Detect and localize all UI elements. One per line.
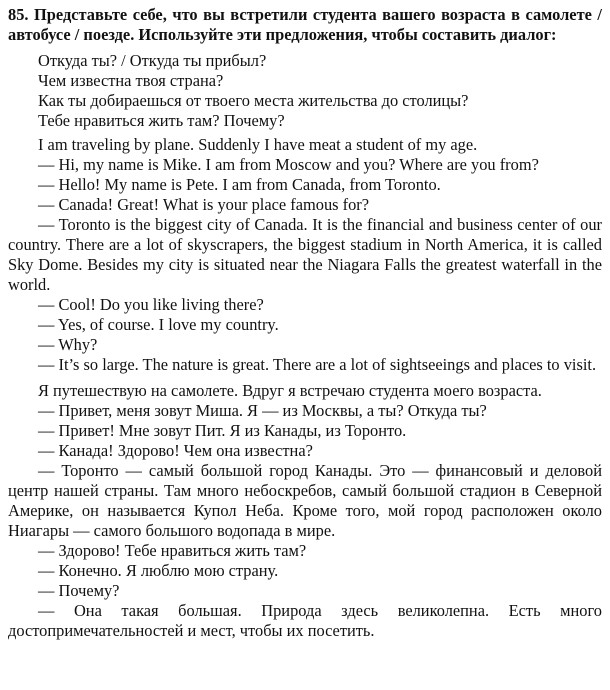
english-line: — Toronto is the biggest city of Canada. It is the financial and business center of our country. There are a lot of skyscrapers, the biggest stadium in North America, it is called Sky Dome. Besides my city is situated near the Niagara Falls the greatest waterfall in the world. <box>8 215 602 294</box>
russian-line: — Торонто — самый большой город Канады. Это — финансовый и деловой центр нашей страны. Там много небоскребов, самый большой стадион в Северной Америке, он называется Купол Неба. Кроме того, мой город расположен около Ниагары — самого большого водопада в мире. <box>8 461 602 540</box>
prompt-line: Чем известна твоя страна? <box>38 71 224 90</box>
prompt-line: Откуда ты? / Откуда ты прибыл? <box>38 51 267 70</box>
prompt-line: Тебе нравиться жить там? Почему? <box>38 111 285 130</box>
russian-line: — Привет, меня зовут Миша. Я — из Москвы, а ты? Откуда ты? <box>38 401 487 420</box>
russian-line: — Привет! Мне зовут Пит. Я из Канады, из Торонто. <box>38 421 407 440</box>
english-line: — Cool! Do you like living there? <box>38 295 264 314</box>
prompt-line: Как ты добираешься от твоего места жительства до столицы? <box>38 91 469 110</box>
task-text: Представьте себе, что вы встретили студента вашего возраста в самолете / автобусе / поезде. Используйте эти предложения, чтобы составить диалог: <box>8 5 602 44</box>
english-line: — Hi, my name is Mike. I am from Moscow and you? Where are you from? <box>38 155 539 174</box>
russian-line: Я путешествую на самолете. Вдруг я встречаю студента моего возраста. <box>38 381 542 400</box>
russian-line: — Конечно. Я люблю мою страну. <box>38 561 279 580</box>
task-instruction <box>8 5 602 45</box>
english-line: — Canada! Great! What is your place famous for? <box>38 195 370 214</box>
russian-line: — Почему? <box>38 581 120 600</box>
russian-dialogue <box>8 381 602 641</box>
task-number: 85. <box>8 5 29 24</box>
english-line: — It’s so large. The nature is great. There are a lot of sightseeings and places to visit. <box>38 355 597 374</box>
russian-line: — Канада! Здорово! Чем она известна? <box>38 441 313 460</box>
russian-line: — Здорово! Тебе нравиться жить там? <box>38 541 307 560</box>
english-line: — Why? <box>38 335 98 354</box>
english-line: — Yes, of course. I love my country. <box>38 315 279 334</box>
prompt-list <box>8 51 602 131</box>
english-line: — Hello! My name is Pete. I am from Canada, from Toronto. <box>38 175 441 194</box>
russian-line: — Она такая большая. Природа здесь великолепна. Есть много достопримечательностей и мест, чтобы их посетить. <box>8 601 602 640</box>
english-line: I am traveling by plane. Suddenly I have meat a student of my age. <box>38 135 478 154</box>
english-dialogue <box>8 135 602 375</box>
